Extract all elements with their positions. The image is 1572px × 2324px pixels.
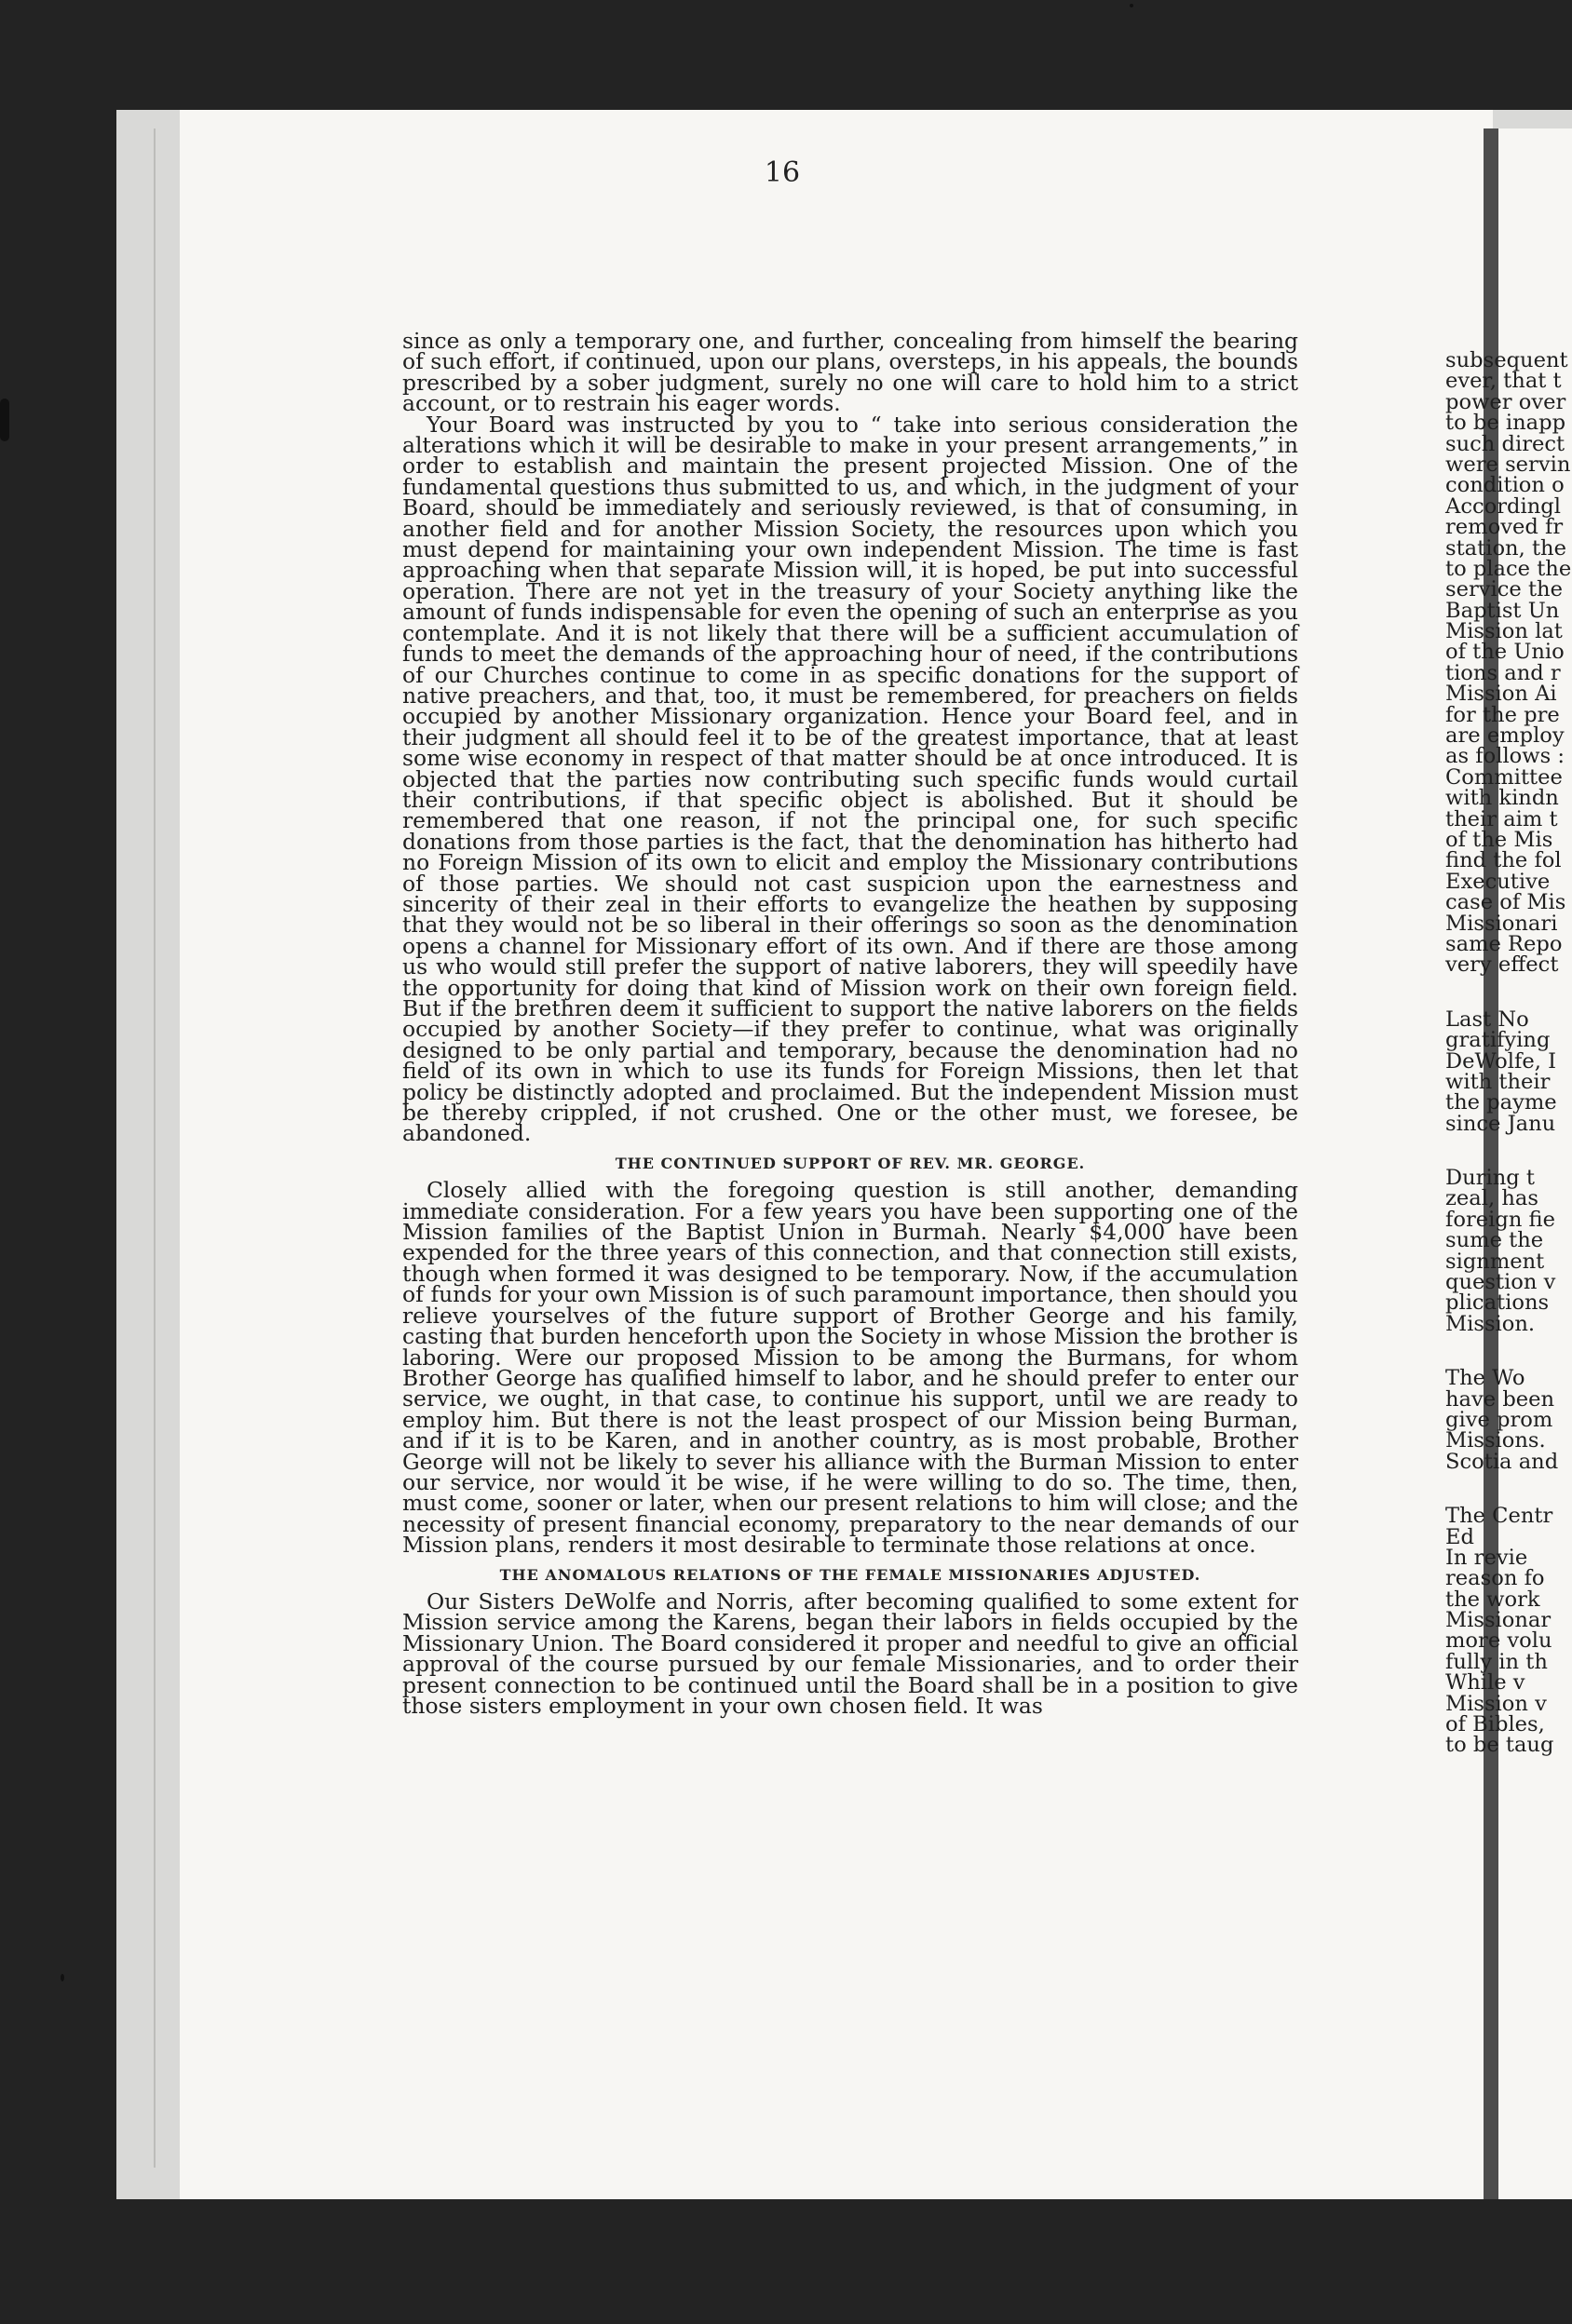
fragment-line: with their bbox=[1445, 1069, 1551, 1094]
section-heading: THE ANOMALOUS RELATIONS OF THE FEMALE MISSIONARIES ADJUSTED. bbox=[499, 1565, 1201, 1584]
fragment-line: removed fr bbox=[1445, 515, 1564, 540]
fragment-line: very effect bbox=[1445, 953, 1559, 978]
fragment-line: Committee bbox=[1445, 764, 1563, 790]
fragment-line: signment bbox=[1445, 1249, 1545, 1274]
fragment-line: Mission. bbox=[1445, 1311, 1536, 1336]
fragment-line: their aim t bbox=[1445, 806, 1558, 831]
fragment-line: service the bbox=[1445, 577, 1563, 602]
fragment-line: Ed bbox=[1445, 1524, 1474, 1549]
fragment-line: as follows : bbox=[1445, 744, 1565, 769]
fragment-line: reason fo bbox=[1445, 1566, 1545, 1591]
paragraph: Your Board was instructed by you to “ take into serious consideration the alterations which it will be desirable to make in your present arrangements,” in order to establish and maintain the present projected Mission. One of the fundamental questions thus submitted to us, and which, in the judgment of your Board, should be immediately and seriously reviewed, is that of consuming, in another field and for another Mission Society, the resources upon which you must depend for maintaining your own independent Mission. The time is fast approaching when that separate Mission will, it is hoped, be put into successful operation. There are not yet in the treasury of your Society anything like the amount of funds indispensable for even the opening of such an enterprise as you contemplate. And it is not likely that there will be a sufficient accumulation of funds to meet the demands of the approaching hour of need, if the contributions of our Churches continue to come in as specific donations for the support of native preachers, and that, too, it must be remembered, for preachers on fields occupied by another Missionary organization. Hence your Board feel, and in their judgment all should feel it to be of the greatest importance, that at least some wise economy in respect of that matter should be at once introduced. It is objected that the parties now contributing such specific funds would curtail their contributions, if that specific object is abolished. But it should be remembered that one reason, if not the principal one, for such specific donations from those parties is the fact, that the denomination has hitherto had no Foreign Mission of its own to elicit and employ the Missionary contributions of those parties. We should not cast suspicion upon the earnestness and sincerity of their zeal in their efforts to evangelize the heathen by supposing that they would not be so liberal in their offerings so soon as the denomination opens a channel for Missionary effort of its own. And if there are those among us who would still prefer the support of native laborers, they will speedily have the opportunity for doing that kind of Mission work on their own foreign field. But if the brethren deem it sufficient to support the native laborers on the fields occupied by another Society—if they prefer to continue, what was originally designed to be only partial and temporary, because the denomination had no field of its own in which to use its funds for Foreign Missions, then let that policy be distinctly adopted and proclaimed. But the independent Mission must be thereby crippled, if not crushed. One or the other must, we foresee, be abandoned. bbox=[402, 411, 1298, 1147]
fragment-line: question v bbox=[1445, 1270, 1556, 1295]
fragment-line: Missionari bbox=[1445, 911, 1558, 936]
fragment-line: plications bbox=[1445, 1290, 1550, 1316]
fragment-line: of Bibles, bbox=[1445, 1712, 1545, 1737]
paragraph: since as only a temporary one, and further, concealing from himself the bearing of such effort, if continued, upon our plans, oversteps, in his appeals, the bounds prescribed by a sober judgment, surely no one will care to hold him to a strict account, or to restrain his eager words. bbox=[402, 328, 1298, 417]
section-heading: THE CONTINUED SUPPORT OF REV. MR. GEORGE. bbox=[615, 1154, 1086, 1172]
fragment-line: to be inapp bbox=[1445, 411, 1566, 436]
fragment-line: of the Mis bbox=[1445, 827, 1553, 852]
line-gap bbox=[1445, 1472, 1572, 1506]
fragment-line: Missions. bbox=[1445, 1428, 1546, 1453]
dust-speck bbox=[1130, 4, 1133, 7]
fragment-line: The Centr bbox=[1445, 1504, 1553, 1529]
fragment-line: since Janu bbox=[1445, 1111, 1556, 1136]
fragment-line: have been bbox=[1445, 1386, 1555, 1412]
paragraph: Closely allied with the foregoing question is still another, demanding immediate consideration. For a few years you have been supporting one of the Mission families of the Baptist Union in Burmah. Nearly $4,000 have been expended for the three years of this connection, and that connection still exists, though when formed it was designed to be temporary. Now, if the accumulation of funds for your own Mission is of such paramount importance, then should you relieve yourselves of the future support of Brother George and his family, casting that burden henceforth upon the Society in whose Mission the brother is laboring. Were our proposed Mission to be among the Burmans, for whom Brother George has qualified himself to labor, and he should prefer to enter our service, we ought, in that case, to continue his support, until we are ready to employ him. But there is not the least prospect of our Mission being Burman, and if it is to be Karen, and in another country, as is most probable, Brother George will not be likely to sever his alliance with the Burman Mission to enter our service, nor would it be wise, if he were willing to do so. The time, then, must come, sooner or later, when our present relations to him will close; and the necessity of present financial economy, preparatory to the near demands of our Mission plans, renders it most desirable to terminate those relations at once. bbox=[402, 1177, 1298, 1559]
fragment-line: The Wo bbox=[1445, 1366, 1525, 1391]
fragment-line: Mission Ai bbox=[1445, 682, 1557, 707]
fragment-line: zeal, has bbox=[1445, 1186, 1538, 1211]
fragment-line: power over bbox=[1445, 389, 1566, 414]
fragment-line: In revie bbox=[1445, 1545, 1528, 1570]
fragment-line: more volu bbox=[1445, 1628, 1552, 1654]
fragment-line: case of Mis bbox=[1445, 890, 1566, 915]
page-number: 16 bbox=[764, 156, 801, 189]
paragraph: Our Sisters DeWolfe and Norris, after becoming qualified to some extent for Mission service among the Karens, began their labors in fields occupied by the Missionary Union. The Board considered it proper and needful to give an official approval of the course pursued by our female Missionaries, and to order their present connection to be continued until the Board shall be in a position to give those sisters employment in your own chosen field. It was bbox=[402, 1588, 1298, 1719]
fragment-line: foreign fie bbox=[1445, 1207, 1555, 1232]
fragment-line: with kindn bbox=[1445, 786, 1559, 811]
fragment-line: of the Unio bbox=[1445, 640, 1565, 665]
fragment-line: Baptist Un bbox=[1445, 598, 1560, 623]
fragment-line: fully in th bbox=[1445, 1649, 1548, 1674]
fragment-line: for the pre bbox=[1445, 702, 1560, 727]
fragment-line: the work bbox=[1445, 1587, 1540, 1612]
fragment-line: Scotia and bbox=[1445, 1449, 1559, 1474]
line-gap bbox=[1445, 976, 1572, 1009]
fragment-line: give prom bbox=[1445, 1407, 1553, 1432]
fragment-line: subsequent bbox=[1445, 348, 1568, 372]
fragment-line: are employ bbox=[1445, 723, 1565, 749]
fragment-line: While v bbox=[1445, 1670, 1525, 1696]
fragment-line: same Repo bbox=[1445, 931, 1563, 956]
fragment-line: tions and r bbox=[1445, 660, 1561, 685]
fragment-line: to place the bbox=[1445, 556, 1572, 581]
main-text-column bbox=[402, 328, 1298, 1719]
fragment-line: such direct bbox=[1445, 431, 1565, 456]
line-gap bbox=[1445, 1134, 1572, 1168]
fragment-line: DeWolfe, I bbox=[1445, 1048, 1557, 1074]
fragment-line: condition o bbox=[1445, 473, 1565, 498]
fragment-line: Mission v bbox=[1445, 1691, 1547, 1716]
fragment-line: Accordingl bbox=[1445, 493, 1561, 519]
fragment-line: to be taug bbox=[1445, 1733, 1554, 1758]
next-page-text-fragment bbox=[1445, 350, 1572, 1756]
fragment-line: Last No bbox=[1445, 1007, 1529, 1032]
fragment-line: ever, that t bbox=[1445, 369, 1562, 394]
dust-speck bbox=[61, 1974, 64, 1981]
fragment-line: Executive bbox=[1445, 869, 1551, 894]
fragment-line: the payme bbox=[1445, 1090, 1557, 1115]
fragment-line: find the fol bbox=[1445, 848, 1562, 873]
fragment-line: During t bbox=[1445, 1166, 1535, 1191]
fragment-line: gratifying bbox=[1445, 1028, 1551, 1053]
fragment-line: Missionar bbox=[1445, 1608, 1552, 1633]
fragment-line: sume the bbox=[1445, 1228, 1544, 1253]
fragment-line: Mission lat bbox=[1445, 619, 1563, 644]
fragment-line: were servin bbox=[1445, 452, 1571, 477]
line-gap bbox=[1445, 1334, 1572, 1368]
fragment-line: station, the bbox=[1445, 535, 1566, 561]
dust-speck bbox=[0, 399, 9, 441]
